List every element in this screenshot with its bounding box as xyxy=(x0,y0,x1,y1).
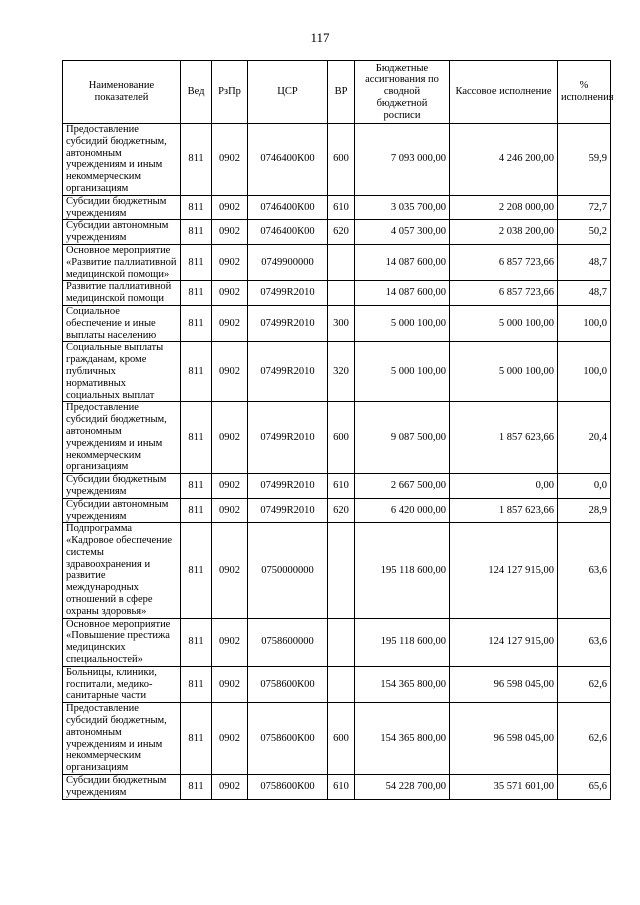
cell-cash-execution: 96 598 045,00 xyxy=(450,703,558,775)
page-number: 117 xyxy=(310,30,330,45)
cell-csr: 0746400К00 xyxy=(248,195,328,220)
cell-csr: 0758600К00 xyxy=(248,775,328,800)
cell-vr xyxy=(328,281,355,306)
cell-assignments: 154 365 800,00 xyxy=(355,666,450,702)
cell-name: Субсидии бюджетным учреждениям xyxy=(63,474,181,499)
cell-name: Основное мероприятие «Развитие паллиативной медицинской помощи» xyxy=(63,244,181,280)
cell-vr: 610 xyxy=(328,775,355,800)
header-rzpr: РзПр xyxy=(212,61,248,124)
cell-assignments: 14 087 600,00 xyxy=(355,244,450,280)
cell-vr xyxy=(328,244,355,280)
cell-name: Основное мероприятие «Повышение престижа медицинских специальностей» xyxy=(63,618,181,666)
cell-csr: 07499R2010 xyxy=(248,474,328,499)
cell-csr: 0746400К00 xyxy=(248,220,328,245)
cell-percent: 62,6 xyxy=(558,703,611,775)
table-row xyxy=(63,402,611,474)
cell-ved: 811 xyxy=(181,220,212,245)
cell-rzpr: 0902 xyxy=(212,498,248,523)
cell-vr xyxy=(328,523,355,618)
cell-cash-execution: 5 000 100,00 xyxy=(450,342,558,402)
cell-percent: 48,7 xyxy=(558,244,611,280)
cell-percent: 28,9 xyxy=(558,498,611,523)
cell-ved: 811 xyxy=(181,523,212,618)
cell-cash-execution: 124 127 915,00 xyxy=(450,618,558,666)
cell-cash-execution: 0,00 xyxy=(450,474,558,499)
cell-rzpr: 0902 xyxy=(212,775,248,800)
cell-assignments: 154 365 800,00 xyxy=(355,703,450,775)
cell-rzpr: 0902 xyxy=(212,474,248,499)
cell-csr: 07499R2010 xyxy=(248,342,328,402)
cell-name: Субсидии автономным учреждениям xyxy=(63,498,181,523)
cell-name: Предоставление субсидий бюджетным, автономным учреждениям и иным некоммерческим организациям xyxy=(63,703,181,775)
cell-ved: 811 xyxy=(181,703,212,775)
cell-ved: 811 xyxy=(181,666,212,702)
cell-cash-execution: 124 127 915,00 xyxy=(450,523,558,618)
cell-percent: 50,2 xyxy=(558,220,611,245)
cell-ved: 811 xyxy=(181,124,212,196)
cell-percent: 59,9 xyxy=(558,124,611,196)
cell-cash-execution: 6 857 723,66 xyxy=(450,281,558,306)
cell-rzpr: 0902 xyxy=(212,523,248,618)
cell-name: Социальные выплаты гражданам, кроме публичных нормативных социальных выплат xyxy=(63,342,181,402)
cell-percent: 63,6 xyxy=(558,523,611,618)
cell-csr: 07499R2010 xyxy=(248,402,328,474)
table-row xyxy=(63,775,611,800)
cell-assignments: 195 118 600,00 xyxy=(355,523,450,618)
header-cash-execution: Кассовое исполнение xyxy=(450,61,558,124)
cell-rzpr: 0902 xyxy=(212,618,248,666)
table-row xyxy=(63,195,611,220)
cell-name: Социальное обеспечение и иные выплаты населению xyxy=(63,305,181,341)
budget-table xyxy=(62,60,614,800)
cell-rzpr: 0902 xyxy=(212,666,248,702)
cell-ved: 811 xyxy=(181,498,212,523)
cell-percent: 20,4 xyxy=(558,402,611,474)
cell-ved: 811 xyxy=(181,305,212,341)
cell-rzpr: 0902 xyxy=(212,281,248,306)
table-row xyxy=(63,305,611,341)
cell-name: Субсидии бюджетным учреждениям xyxy=(63,195,181,220)
cell-percent: 72,7 xyxy=(558,195,611,220)
cell-assignments: 5 000 100,00 xyxy=(355,342,450,402)
cell-percent: 48,7 xyxy=(558,281,611,306)
cell-cash-execution: 2 038 200,00 xyxy=(450,220,558,245)
cell-rzpr: 0902 xyxy=(212,195,248,220)
cell-vr: 600 xyxy=(328,703,355,775)
cell-vr: 600 xyxy=(328,402,355,474)
header-ved: Вед xyxy=(181,61,212,124)
cell-cash-execution: 35 571 601,00 xyxy=(450,775,558,800)
table-row xyxy=(63,618,611,666)
cell-csr: 0758600К00 xyxy=(248,703,328,775)
cell-percent: 0,0 xyxy=(558,474,611,499)
cell-ved: 811 xyxy=(181,244,212,280)
header-assignments: Бюджетные ассигнования по сводной бюджетной росписи xyxy=(355,61,450,124)
cell-csr: 0746400К00 xyxy=(248,124,328,196)
cell-assignments: 2 667 500,00 xyxy=(355,474,450,499)
cell-assignments: 4 057 300,00 xyxy=(355,220,450,245)
table-row xyxy=(63,342,611,402)
cell-ved: 811 xyxy=(181,402,212,474)
cell-name: Подпрограмма «Кадровое обеспечение системы здравоохранения и развитие международных отношений в сфере охраны здоровья» xyxy=(63,523,181,618)
cell-ved: 811 xyxy=(181,775,212,800)
cell-assignments: 195 118 600,00 xyxy=(355,618,450,666)
cell-name: Предоставление субсидий бюджетным, автономным учреждениям и иным некоммерческим организациям xyxy=(63,402,181,474)
cell-cash-execution: 1 857 623,66 xyxy=(450,498,558,523)
cell-ved: 811 xyxy=(181,474,212,499)
cell-csr: 07499R2010 xyxy=(248,281,328,306)
table-row xyxy=(63,281,611,306)
cell-vr: 600 xyxy=(328,124,355,196)
cell-ved: 811 xyxy=(181,195,212,220)
header-vr: ВР xyxy=(328,61,355,124)
cell-rzpr: 0902 xyxy=(212,244,248,280)
table-body xyxy=(63,124,611,800)
cell-ved: 811 xyxy=(181,342,212,402)
cell-name: Субсидии автономным учреждениям xyxy=(63,220,181,245)
cell-csr: 0758600000 xyxy=(248,618,328,666)
cell-cash-execution: 5 000 100,00 xyxy=(450,305,558,341)
header-name: Наименование показателей xyxy=(63,61,181,124)
cell-csr: 0758600К00 xyxy=(248,666,328,702)
cell-name: Субсидии бюджетным учреждениям xyxy=(63,775,181,800)
cell-rzpr: 0902 xyxy=(212,305,248,341)
table-row xyxy=(63,244,611,280)
cell-cash-execution: 6 857 723,66 xyxy=(450,244,558,280)
cell-percent: 100,0 xyxy=(558,305,611,341)
cell-ved: 811 xyxy=(181,281,212,306)
cell-rzpr: 0902 xyxy=(212,703,248,775)
cell-csr: 0749900000 xyxy=(248,244,328,280)
cell-csr: 07499R2010 xyxy=(248,305,328,341)
cell-vr xyxy=(328,618,355,666)
cell-vr: 610 xyxy=(328,474,355,499)
cell-assignments: 9 087 500,00 xyxy=(355,402,450,474)
cell-percent: 100,0 xyxy=(558,342,611,402)
table-row xyxy=(63,498,611,523)
cell-rzpr: 0902 xyxy=(212,124,248,196)
cell-percent: 65,6 xyxy=(558,775,611,800)
cell-vr: 620 xyxy=(328,220,355,245)
cell-name: Развитие паллиативной медицинской помощи xyxy=(63,281,181,306)
header-percent: % исполнения xyxy=(558,61,611,124)
header-csr: ЦСР xyxy=(248,61,328,124)
cell-assignments: 3 035 700,00 xyxy=(355,195,450,220)
cell-cash-execution: 1 857 623,66 xyxy=(450,402,558,474)
cell-cash-execution: 96 598 045,00 xyxy=(450,666,558,702)
cell-rzpr: 0902 xyxy=(212,220,248,245)
cell-percent: 62,6 xyxy=(558,666,611,702)
cell-assignments: 14 087 600,00 xyxy=(355,281,450,306)
cell-csr: 07499R2010 xyxy=(248,498,328,523)
table-row xyxy=(63,220,611,245)
cell-cash-execution: 2 208 000,00 xyxy=(450,195,558,220)
table-header-row xyxy=(63,61,611,124)
cell-cash-execution: 4 246 200,00 xyxy=(450,124,558,196)
cell-percent: 63,6 xyxy=(558,618,611,666)
cell-assignments: 6 420 000,00 xyxy=(355,498,450,523)
cell-rzpr: 0902 xyxy=(212,342,248,402)
table-row xyxy=(63,703,611,775)
cell-vr: 320 xyxy=(328,342,355,402)
cell-vr xyxy=(328,666,355,702)
cell-rzpr: 0902 xyxy=(212,402,248,474)
table-row xyxy=(63,666,611,702)
cell-assignments: 7 093 000,00 xyxy=(355,124,450,196)
cell-vr: 610 xyxy=(328,195,355,220)
cell-ved: 811 xyxy=(181,618,212,666)
cell-assignments: 5 000 100,00 xyxy=(355,305,450,341)
cell-name: Больницы, клиники, госпитали, медико-санитарные части xyxy=(63,666,181,702)
cell-name: Предоставление субсидий бюджетным, автономным учреждениям и иным некоммерческим организациям xyxy=(63,124,181,196)
cell-assignments: 54 228 700,00 xyxy=(355,775,450,800)
cell-vr: 300 xyxy=(328,305,355,341)
cell-vr: 620 xyxy=(328,498,355,523)
cell-csr: 0750000000 xyxy=(248,523,328,618)
table-row xyxy=(63,474,611,499)
table-row xyxy=(63,124,611,196)
table-row xyxy=(63,523,611,618)
